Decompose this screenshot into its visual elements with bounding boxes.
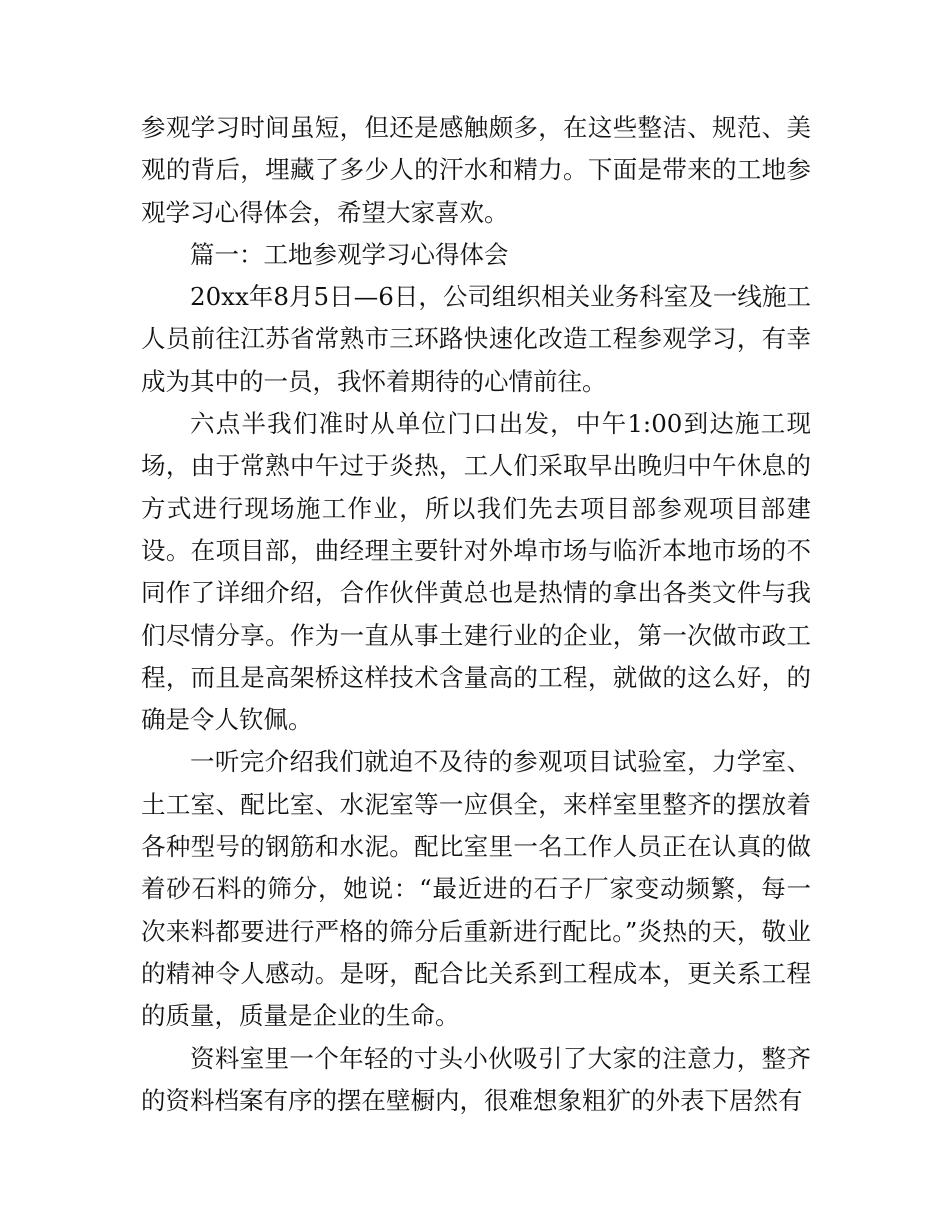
paragraph-archive-room: 资料室里一个年轻的寸头小伙吸引了大家的注意力，整齐的资料档案有序的摆在壁橱内，很难想象粗犷的外表下居然有 [141,1043,811,1115]
paragraph-laboratory: 一听完介绍我们就迫不及待的参观项目试验室，力学室、土工室、配比室、水泥室等一应俱全，来样室里整齐的摆放着各种型号的钢筋和水泥。配比室里一名工作人员正在认真的做着砂石料的筛分，她说：“最近进的石子厂家变动频繁，每一次来料都要进行严格的筛分后重新进行配比。”炎热的天，敬业的精神令人感动。是呀，配合比关系到工程成本，更关系工程的质量，质量是企业的生命。 [141,747,811,1031]
paragraph-project-department: 六点半我们准时从单位门口出发，中午1:00到达施工现场，由于常熟中午过于炎热，工人们采取早出晚归中午休息的方式进行现场施工作业，所以我们先去项目部参观项目部建设。在项目部，曲经理主要针对外埠市场与临沂本地市场的不同作了详细介绍，合作伙伴黄总也是热情的拿出各类文件与我们尽情分享。作为一直从事土建行业的企业，第一次做市政工程，而且是高架桥这样技术含量高的工程，就做的这么好，的确是令人钦佩。 [141,409,811,735]
paragraph-intro: 参观学习时间虽短，但还是感触颇多，在这些整洁、规范、美观的背后，埋藏了多少人的汗水和精力。下面是带来的工地参观学习心得体会，希望大家喜欢。 [141,113,811,227]
paragraph-section-title: 篇一：工地参观学习心得体会 [190,239,509,269]
document-body [141,107,811,1122]
paragraph-trip-date: 20xx年8月5日—6日，公司组织相关业务科室及一线施工人员前往江苏省常熟市三环路快速化改造工程参观学习，有幸成为其中的一员，我怀着期待的心情前往。 [141,282,811,396]
